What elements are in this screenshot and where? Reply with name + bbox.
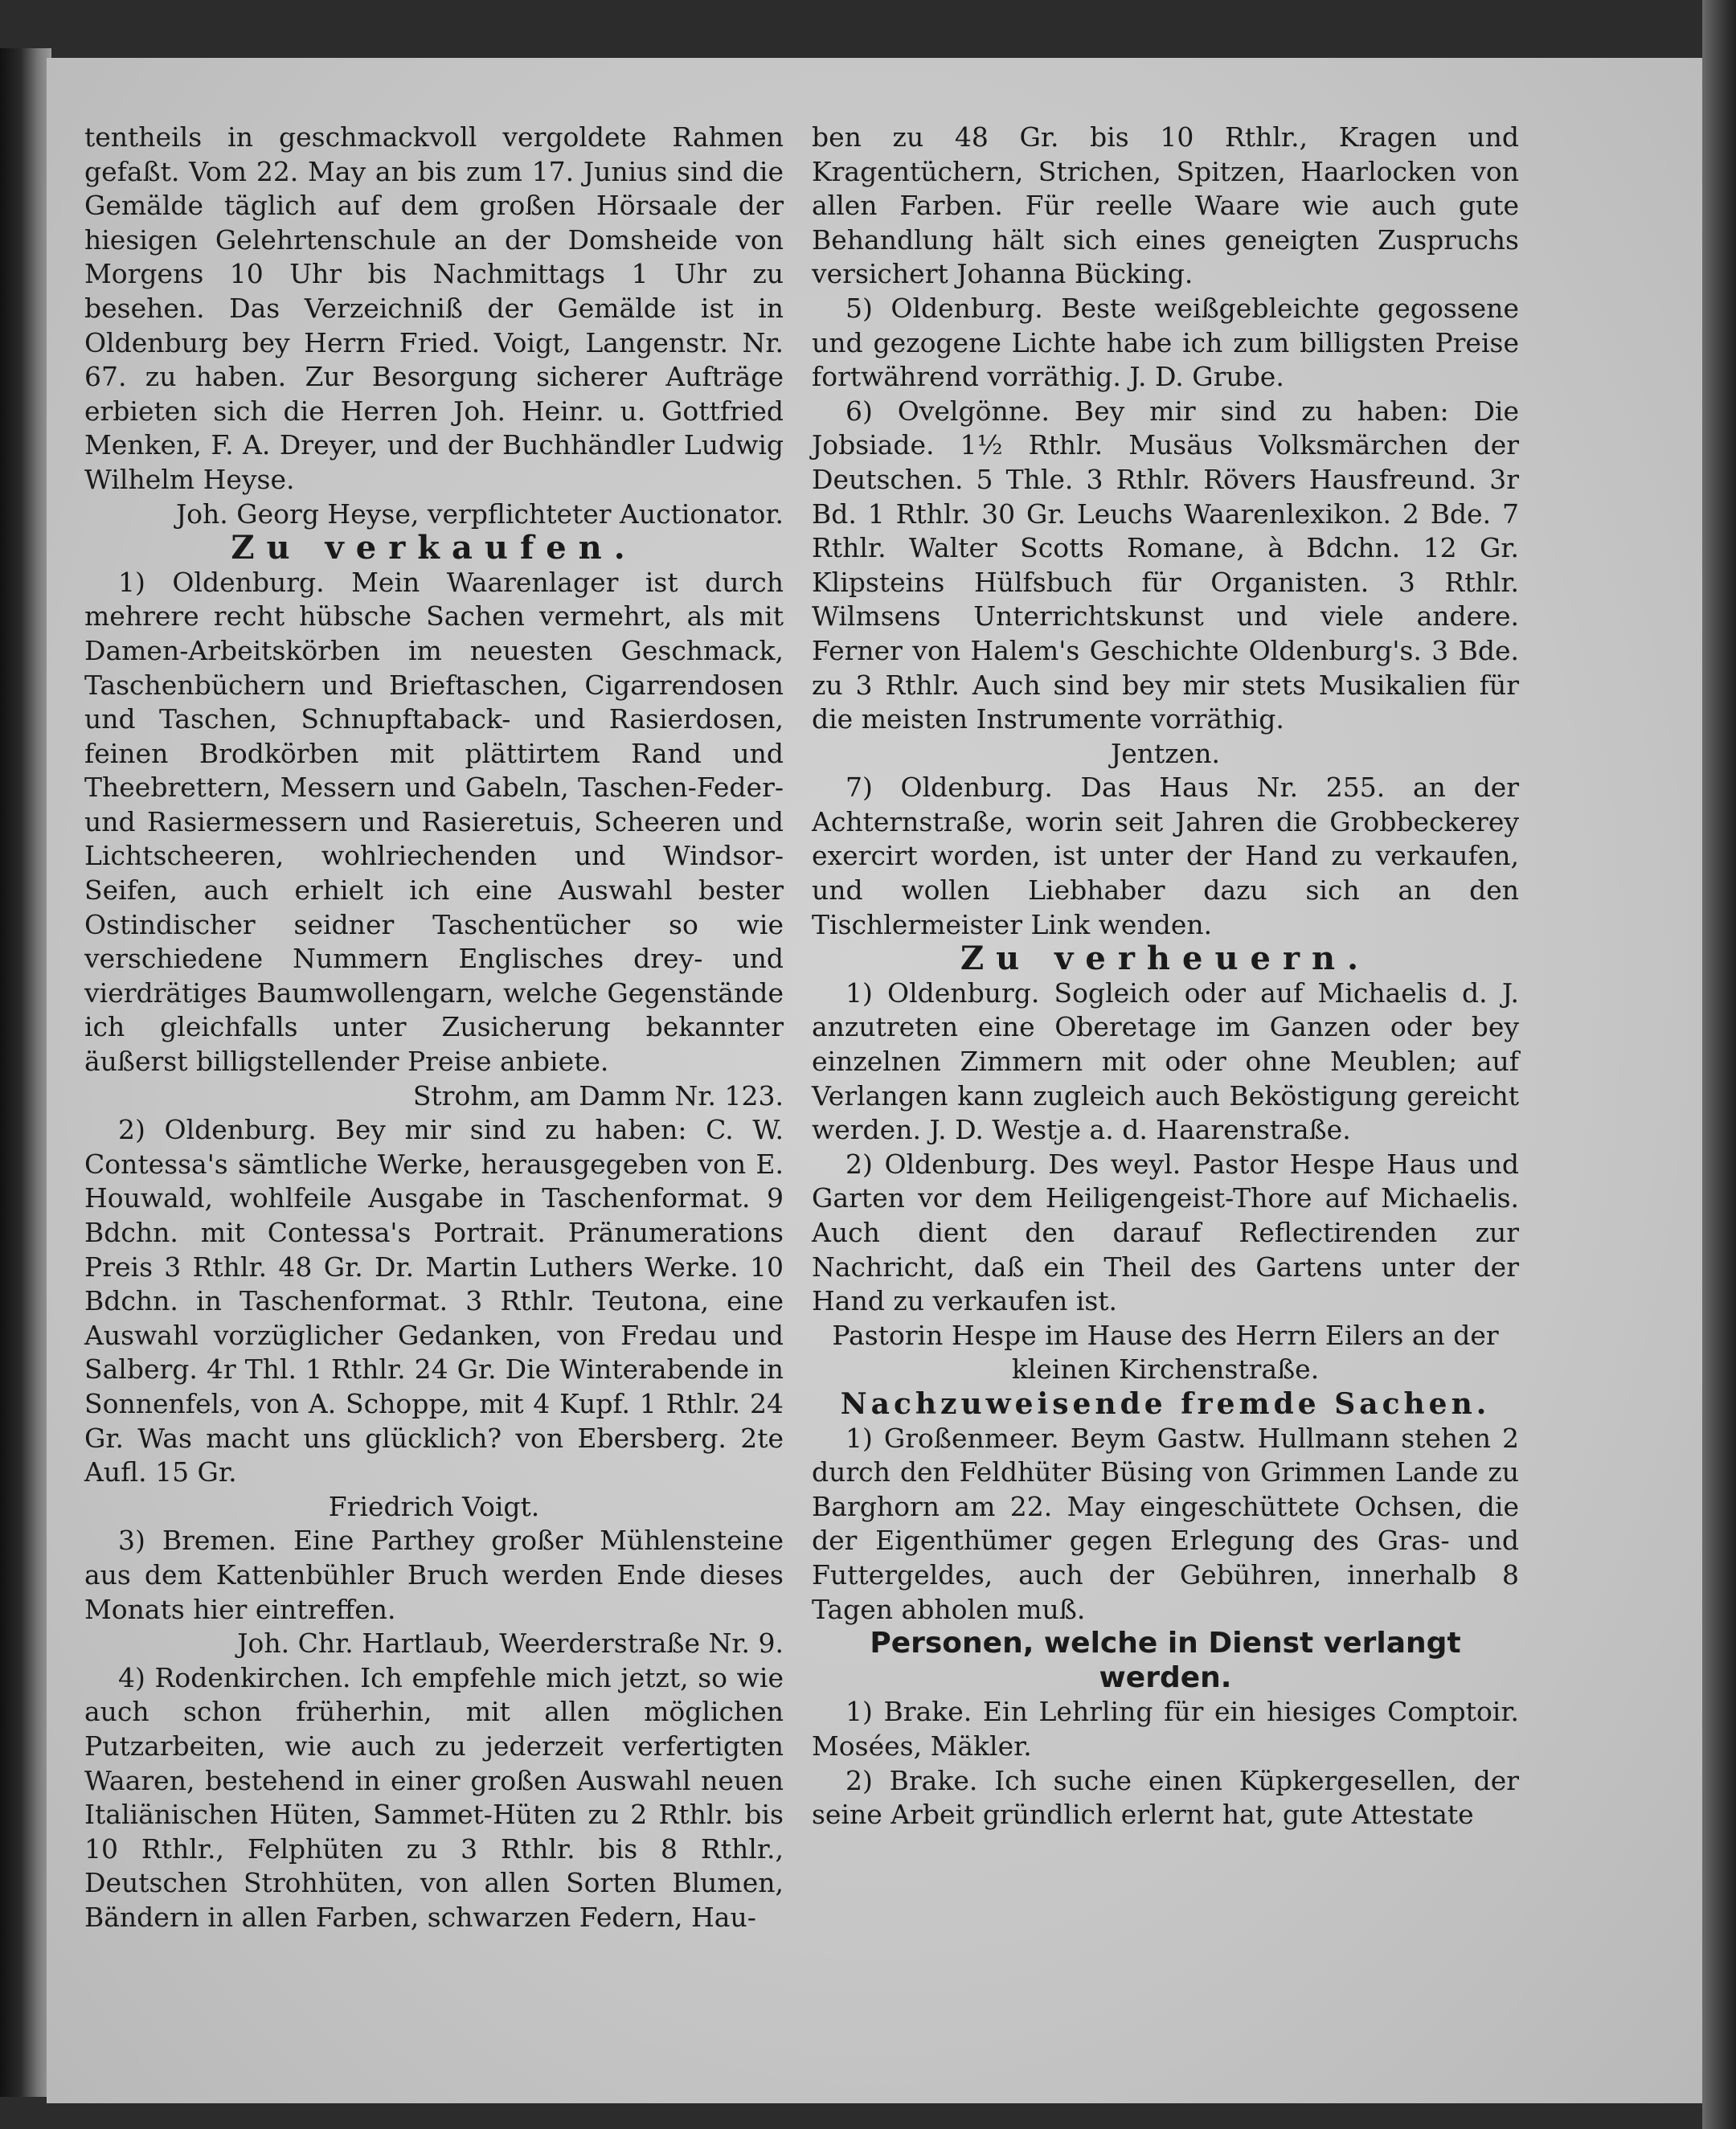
notice-paragraph: 6) Ovelgönne. Bey mir sind zu haben: Die Jobsiade. 1½ Rthlr. Musäus Volksmärchen der Deutschen. 5 Thle. 3 Rthlr. Rövers Hausfreund. 3r Bd. 1 Rthlr. 30 Gr. Leuchs Waarenlexikon. 2 Bde. 7 Rthlr. Walter Scotts Romane, à Bdchn. 12 Gr. Klipsteins Hülfsbuch für Organisten. 3 Rthlr. Wilmsens Unterrichtskunst und viele andere. Ferner von Halem's Geschichte Oldenburg's. 3 Bde. zu 3 Rthlr. Auch sind bey mir stets Musikalien für die meisten Instrumente vorräthig. <box>812 395 1519 735</box>
signature: Pastorin Hespe im Hause des Herrn Eilers an der kleinen Kirchenstraße. <box>832 1319 1499 1386</box>
notice-paragraph: 2) Oldenburg. Des weyl. Pastor Hespe Haus und Garten vor dem Heiligengeist-Thore auf Michaelis. Auch dient den darauf Reflectirenden zur Nachricht, daß ein Theil des Gartens unter der Hand zu verkaufen ist. <box>812 1148 1519 1317</box>
right-column <box>812 121 1519 1832</box>
notice-paragraph: 1) Oldenburg. Mein Waarenlager ist durch mehrere recht hübsche Sachen vermehrt, als mit Damen-Arbeitskörben im neuesten Geschmack, Taschenbüchern und Brieftaschen, Cigarrendosen und Taschen, Schnupftaback- und Rasierdosen, feinen Brodkörben mit plättirtem Rand und Theebrettern, Messern und Gabeln, Taschen-Feder- und Rasiermessern und Rasieretuis, Scheeren und Lichtscheeren, wohlriechenden und Windsor-Seifen, auch erhielt ich eine Auswahl bester Ostindischer seidner Taschentücher so wie verschiedene Nummern Englisches drey- und vierdrätiges Baumwollengarn, welche Gegenstände ich gleichfalls unter Zusicherung bekannter äußerst billigstellender Preise anbiete. <box>84 566 784 1078</box>
notice-paragraph: 2) Oldenburg. Bey mir sind zu haben: C. W. Contessa's sämtliche Werke, herausgegeben von E. Houwald, wohlfeile Ausgabe in Taschenformat. 9 Bdchn. mit Contessa's Portrait. Pränumerations Preis 3 Rthlr. 48 Gr. Dr. Martin Luthers Werke. 10 Bdchn. in Taschenformat. 3 Rthlr. Teutona, eine Auswahl vorzüglicher Gedanken, von Fredau und Salberg. 4r Thl. 1 Rthlr. 24 Gr. Die Winterabende in Sonnenfels, von A. Schoppe, mit 4 Kupf. 1 Rthlr. 24 Gr. Was macht uns glücklich? von Ebersberg. 2te Aufl. 15 Gr. <box>84 1114 784 1488</box>
notice-paragraph: 5) Oldenburg. Beste weißgebleichte gegossene und gezogene Lichte habe ich zum billigsten Preise fortwährend vorräthig. J. D. Grube. <box>812 292 1519 393</box>
notice-paragraph: 1) Großenmeer. Beym Gastw. Hullmann stehen 2 durch den Feldhüter Büsing von Grimmen Lande zu Barghorn am 22. May eingeschüttete Ochsen, die der Eigenthümer gegen Erlegung des Gras- und Futtergeldes, auch der Gebühren, innerhalb 8 Tagen abholen muß. <box>812 1422 1519 1625</box>
notice-paragraph: tentheils in geschmackvoll vergoldete Rahmen gefaßt. Vom 22. May an bis zum 17. Junius sind die Gemälde täglich auf dem großen Hörsaale der hiesigen Gelehrtenschule an der Domsheide von Morgens 10 Uhr bis Nachmittags 1 Uhr zu besehen. Das Verzeichniß der Gemälde ist in Oldenburg bey Herrn Fried. Voigt, Langenstr. Nr. 67. zu haben. Zur Besorgung sicherer Aufträge erbieten sich die Herren Joh. Heinr. u. Gottfried Menken, F. A. Dreyer, und der Buchhändler Ludwig Wilhelm Heyse. <box>84 121 784 495</box>
notice-paragraph: 1) Brake. Ein Lehrling für ein hiesiges Comptoir. Mosées, Mäkler. <box>812 1696 1519 1762</box>
left-column <box>84 121 784 1935</box>
signature: Jentzen. <box>1111 737 1220 769</box>
notice-paragraph: ben zu 48 Gr. bis 10 Rthlr., Kragen und Kragentüchern, Strichen, Spitzen, Haarlocken von allen Farben. Für reelle Waare wie auch gute Behandlung hält sich eines geneigten Zuspruchs versichert Johanna Bücking. <box>812 121 1519 290</box>
signature: Joh. Georg Heyse, verpflichteter Auctionator. <box>175 497 784 530</box>
binding-shadow <box>0 48 51 2097</box>
section-heading-zu-verheuern: Zu verheuern. <box>960 940 1371 978</box>
notice-paragraph: 3) Bremen. Eine Parthey großer Mühlensteine aus dem Kattenbühler Bruch werden Ende dieses Monats hier eintreffen. <box>84 1525 784 1625</box>
section-heading-personen-dienst: Personen, welche in Dienst verlangt werden. <box>870 1627 1461 1694</box>
notice-paragraph: 2) Brake. Ich suche einen Küpkergesellen, der seine Arbeit gründlich erlernt hat, gute Attestate <box>812 1764 1519 1831</box>
signature: Friedrich Voigt. <box>328 1490 540 1522</box>
signature: Joh. Chr. Hartlaub, Weerderstraße Nr. 9. <box>237 1627 784 1660</box>
section-heading-fremde-sachen: Nachzuweisende fremde Sachen. <box>840 1386 1491 1421</box>
signature: Strohm, am Damm Nr. 123. <box>412 1079 784 1112</box>
page-edge <box>1702 0 1736 2129</box>
notice-paragraph: 7) Oldenburg. Das Haus Nr. 255. an der Achternstraße, worin seit Jahren die Grobbeckerey exercirt worden, ist unter der Hand zu verkaufen, und wollen Liebhaber dazu sich an den Tischlermeister Link wenden. <box>812 772 1519 940</box>
notice-paragraph: 1) Oldenburg. Sogleich oder auf Michaelis d. J. anzutreten eine Oberetage im Ganzen oder bey einzelnen Zimmern mit oder ohne Meublen; auf Verlangen kann zugleich auch Beköstigung gereicht werden. J. D. Westje a. d. Haarenstraße. <box>812 976 1519 1146</box>
section-heading-zu-verkaufen: Zu verkaufen. <box>231 529 637 567</box>
notice-paragraph: 4) Rodenkirchen. Ich empfehle mich jetzt, so wie auch schon früherhin, mit allen möglichen Putzarbeiten, wie auch zu jederzeit verfertigten Waaren, bestehend in einer großen Auswahl neuen Italiänischen Hüten, Sammet-Hüten zu 2 Rthlr. bis 10 Rthlr., Felphüten zu 3 Rthlr. bis 8 Rthlr., Deutschen Strohhüten, von allen Sorten Blumen, Bändern in allen Farben, schwarzen Federn, Hau- <box>84 1661 784 1933</box>
